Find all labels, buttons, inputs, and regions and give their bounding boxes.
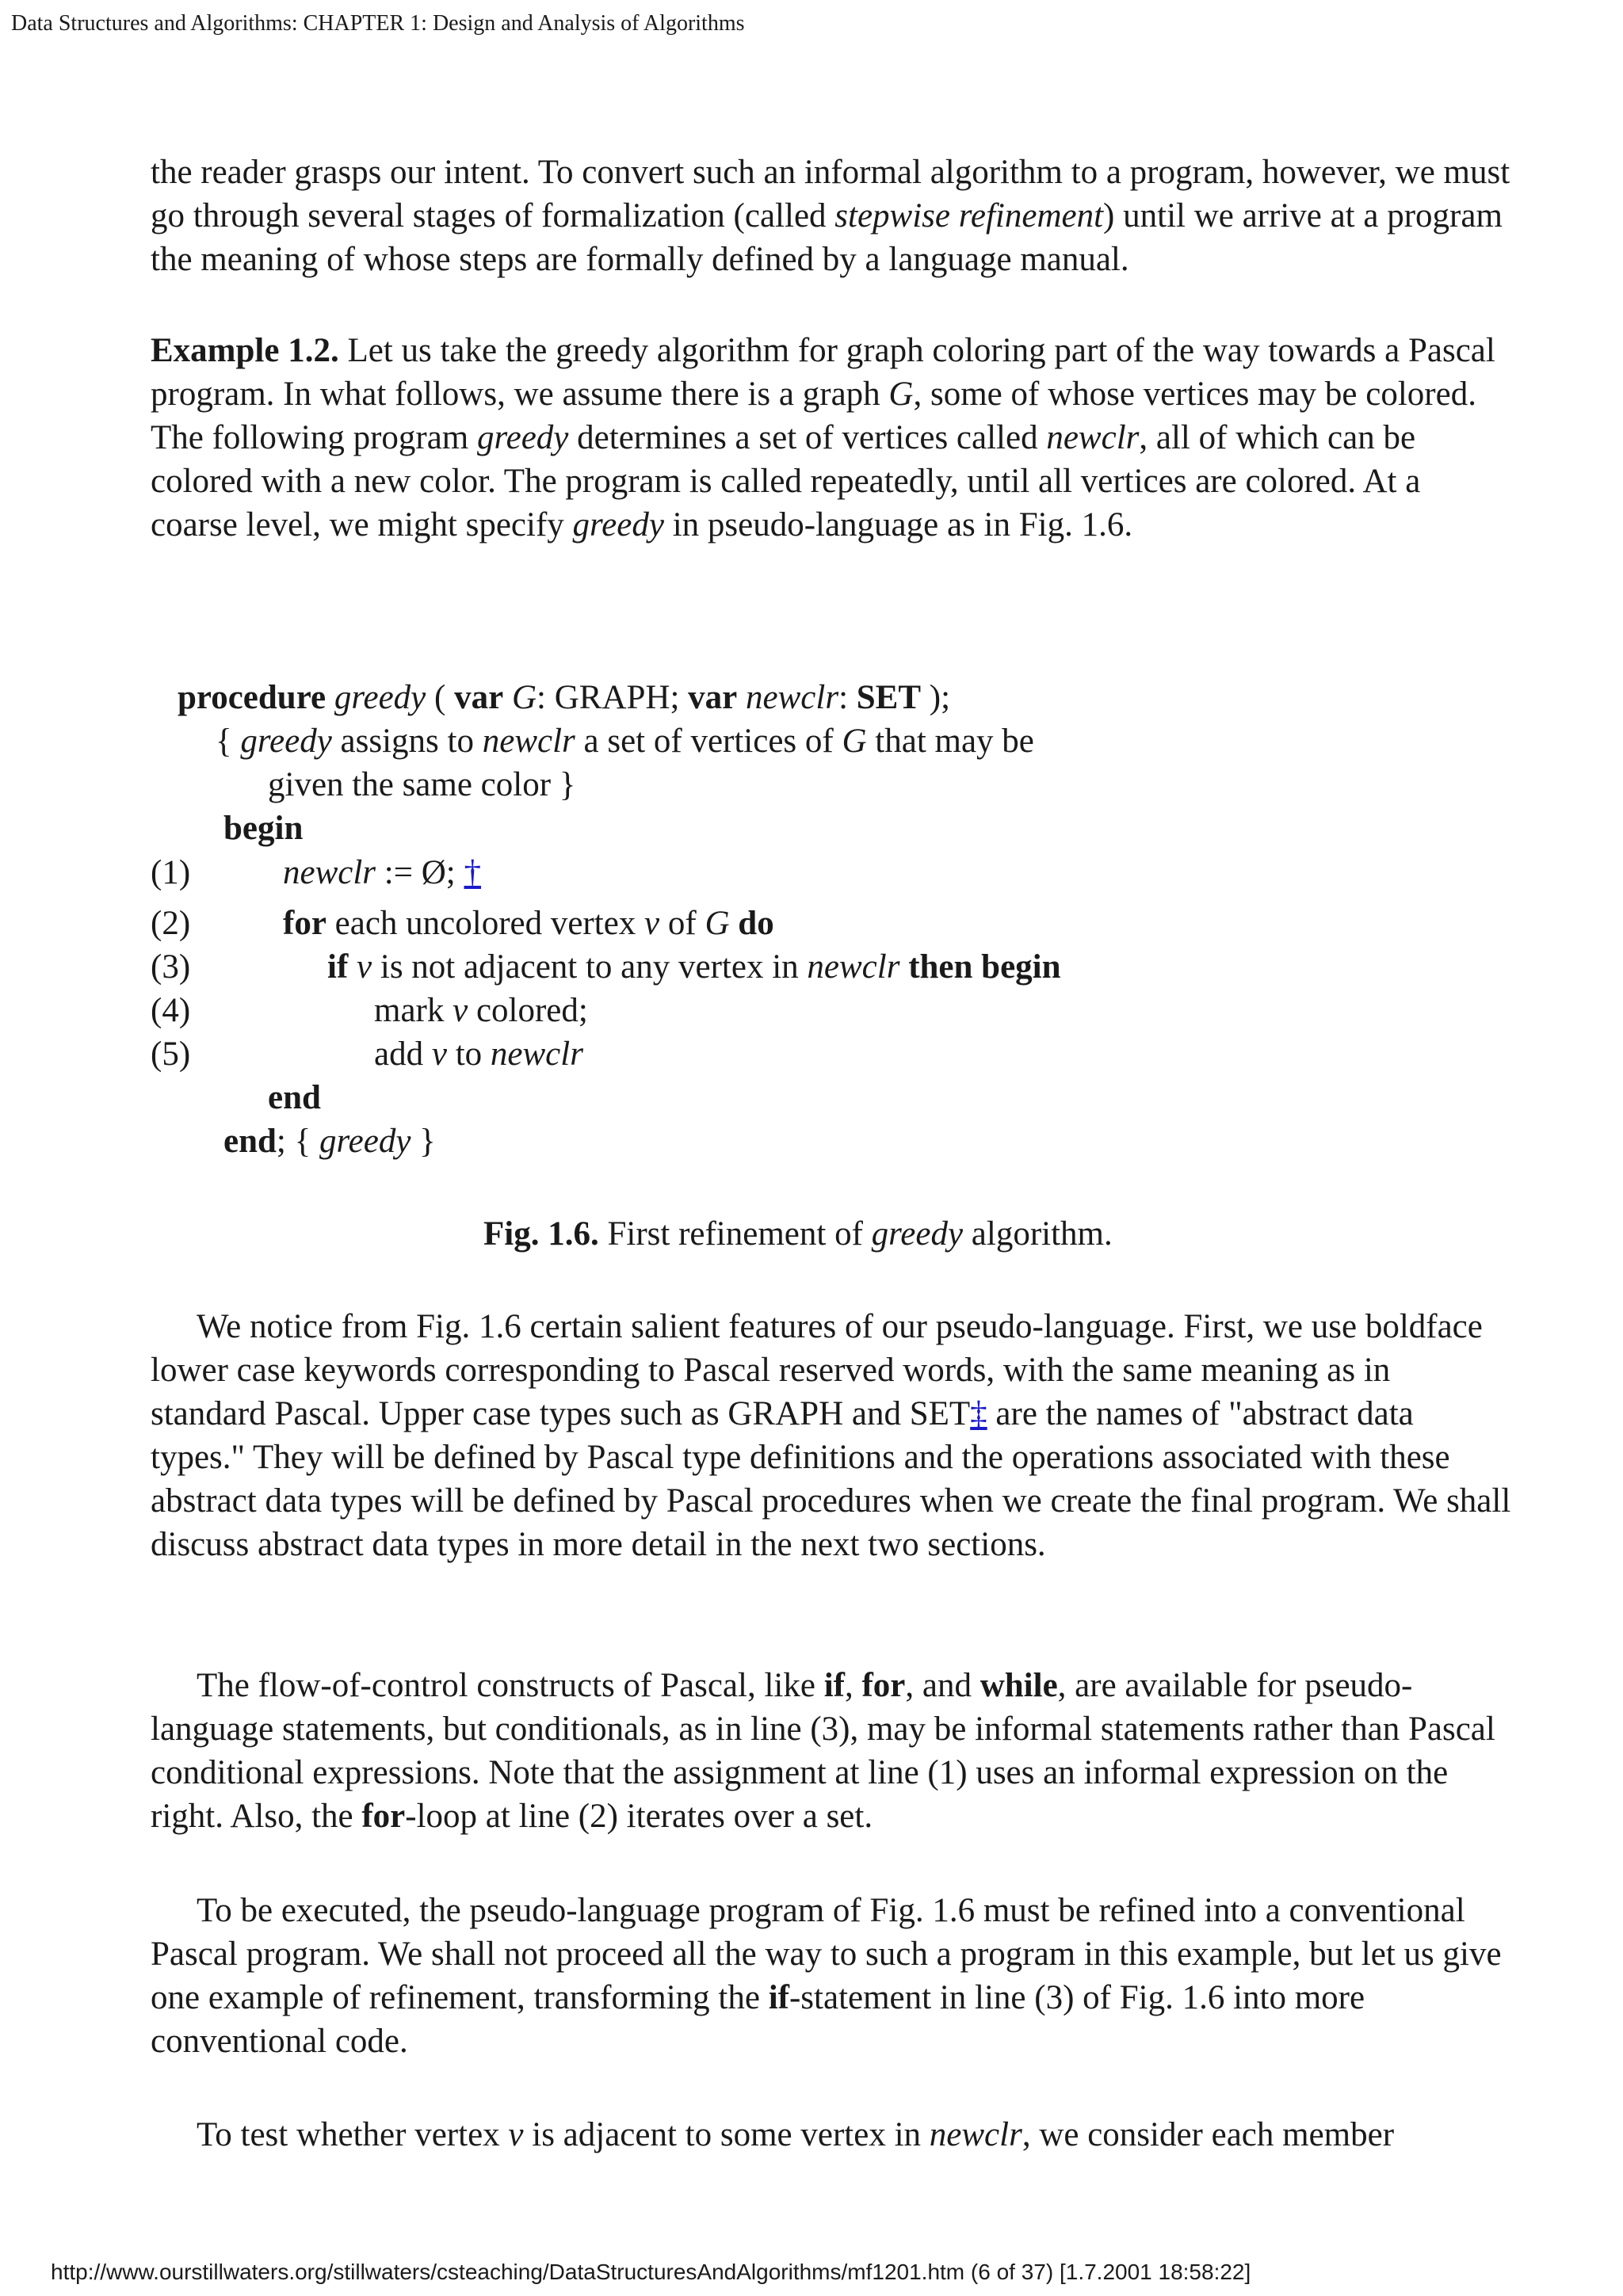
intro-paragraph: the reader grasps our intent. To convert such an informal algorithm to a program, however, we must go through several stages of formalization (called stepwise refinement) until we arrive at a program the meaning of whose steps are formally defined by a language manual. xyxy=(151,154,1510,278)
line-number: (4) xyxy=(151,992,191,1029)
code-line-1: newclr := Ø; † xyxy=(283,854,481,891)
page-footer-url: http://www.ourstillwaters.org/stillwaters/csteaching/DataStructuresAndAlgorithms/mf1201.htm (6 of 37) [1.7.2001 18:58:22] xyxy=(51,2260,1251,2284)
code-comment-line-2: given the same color } xyxy=(268,766,576,803)
features-paragraph: We notice from Fig. 1.6 certain salient features of our pseudo-language. First, we use boldface lower case keywords corresponding to Pascal reserved words, with the same meaning as in standard Pascal. Upper case types such as GRAPH and SET‡ are the names of "abstract data types." They will be defined by Pascal type definitions and the operations associated with these abstract data types will be defined by Pascal procedures when we create the final program. We shall discuss abstract data types in more detail in the next two sections. xyxy=(151,1308,1511,1563)
line-number: (1) xyxy=(151,854,191,891)
example-label: Example 1.2. xyxy=(151,332,339,369)
code-line-2: for each uncolored vertex v of G do xyxy=(283,905,774,942)
adjacency-paragraph: To test whether vertex v is adjacent to some vertex in newclr, we consider each member xyxy=(197,2116,1395,2153)
page-header: Data Structures and Algorithms: CHAPTER 1: Design and Analysis of Algorithms xyxy=(11,11,745,36)
line-number: (2) xyxy=(151,905,191,942)
code-line-3: if v is not adjacent to any vertex in newclr then begin xyxy=(327,948,1061,986)
footnote-double-dagger-link[interactable]: ‡ xyxy=(970,1395,987,1432)
code-line-4: mark v colored; xyxy=(374,992,588,1029)
line-number: (5) xyxy=(151,1035,191,1073)
code-end-procedure: end; { greedy } xyxy=(223,1123,436,1160)
line-number: (3) xyxy=(151,948,191,986)
refinement-paragraph: To be executed, the pseudo-language program of Fig. 1.6 must be refined into a conventional Pascal program. We shall not proceed all the way to such a program in this example, but let us give one example of refinement, transforming the if-statement in line (3) of Fig. 1.6 into more conventional code. xyxy=(151,1892,1502,2060)
code-end: end xyxy=(268,1079,321,1116)
procedure-signature: procedure greedy ( var G: GRAPH; var newclr: SET ); xyxy=(178,679,951,716)
figure-caption: Fig. 1.6. First refinement of greedy algorithm. xyxy=(483,1215,1113,1253)
flow-of-control-paragraph: The flow-of-control constructs of Pascal, like if, for, and while, are available for pseudo-language statements, but conditionals, as in line (3), may be informal statements rather than Pascal conditional expressions. Note that the assignment at line (1) uses an informal expression on the right. Also, the for-loop at line (2) iterates over a set. xyxy=(151,1667,1495,1835)
code-comment-line-1: { greedy assigns to newclr a set of vertices of G that may be xyxy=(216,723,1034,760)
code-begin: begin xyxy=(223,810,304,847)
example-paragraph: Example 1.2. Let us take the greedy algorithm for graph coloring part of the way towards a Pascal program. In what follows, we assume there is a graph G, some of whose vertices may be colored. The following program greedy determines a set of vertices called newclr, all of which can be colored with a new color. The program is called repeatedly, until all vertices are colored. At a coarse level, we might specify greedy in pseudo-language as in Fig. 1.6. xyxy=(151,332,1495,543)
footnote-dagger-link[interactable]: † xyxy=(464,854,481,891)
code-line-5: add v to newclr xyxy=(374,1035,583,1073)
